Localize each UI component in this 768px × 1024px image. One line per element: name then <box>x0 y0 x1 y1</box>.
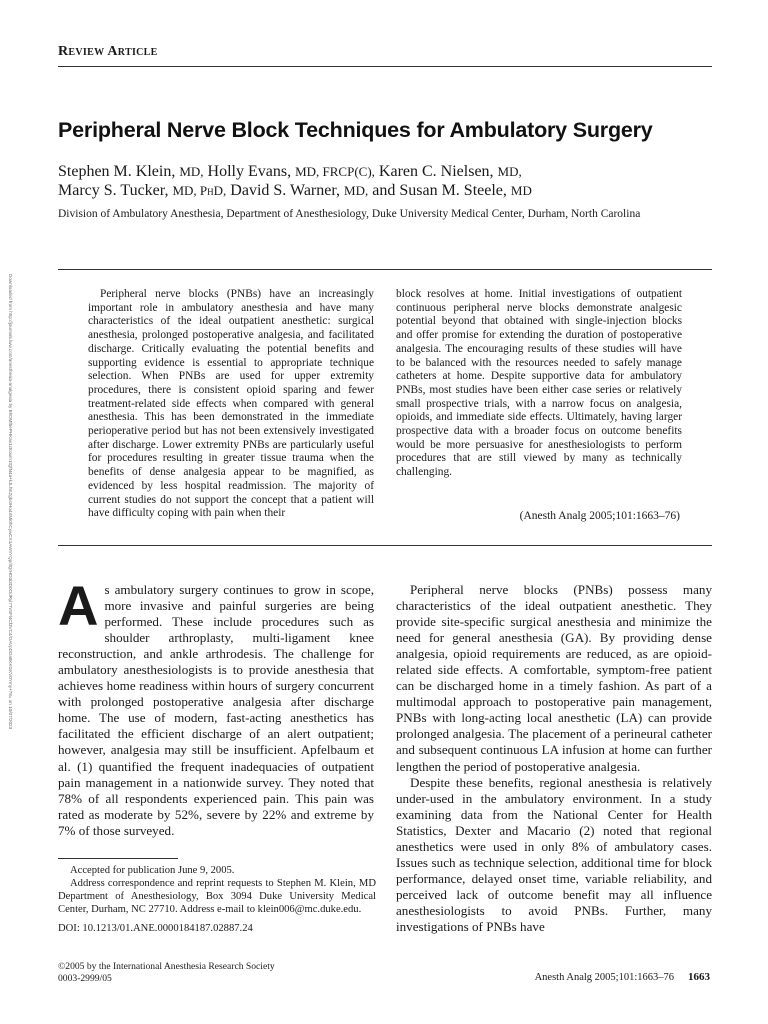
abstract-bottom-divider <box>58 545 712 546</box>
body-column-left <box>58 574 374 839</box>
author-degree: MD, FRCP(C), <box>295 164 375 179</box>
page-number: 1663 <box>688 971 710 983</box>
footnote-accepted: Accepted for publication June 9, 2005. <box>70 865 235 876</box>
author-degree: MD, <box>179 164 204 179</box>
article-type-label: Review Article <box>58 44 158 59</box>
issn-text: 0003-2999/05 <box>58 972 112 984</box>
download-watermark-text: Downloaded from http://journals.lww.com/anesthesia-analgesia by BhDMf5ePHKav1zEoum1tQfN4a+kJLhEZgbsIHo4XMi0hCywCX1AWnYQp/IlQrHD3i3D0OdRyi7TvSFl4Cf3VC4/OAVpDDa8KKGKV0Ymy+78= on 10/07/2023 <box>8 274 13 730</box>
abstract-right-column: block resolves at home. Initial investigations of outpatient continuous peripheral nerve blocks demonstrate analgesic potential beyond that obtained with single-injection blocks and offer promise for extending the duration of postoperative analgesia. The encouraging results of these studies will have to be balanced with the resources needed to safely manage catheters at home. Despite supportive data for ambulatory PNBs, most studies have been either case series or relatively small prospective trials, with a narrow focus on analgesia, opioids, and immediate side effects. Ultimately, having larger prospective data with a broader focus on outcome benefits would be more persuasive for anesthesiologists to perform procedures that are still viewed by many as technically challenging. <box>396 288 682 479</box>
drop-cap: A <box>58 574 99 637</box>
body-paragraph: Peripheral nerve blocks (PNBs) possess many characteristics of the ideal outpatient anesthetic. They provide site-specific surgical anesthesia and minimize the need for general anesthesia (GA). By providing dense analgesia, opioid requirements are reduced, as are opioid-related side effects. A comfortable, symptom-free patient can be discharged home in a timely fashion. As part of a multimodal approach to postoperative pain management, PNBs with long-acting local anesthetic (LA) can provide prolonged analgesia. The placement of a perineural catheter and subsequent continuous LA infusion at home can further lengthen the period of postoperative analgesia. <box>396 582 712 774</box>
body-column-right <box>396 582 712 935</box>
header-divider <box>58 66 712 67</box>
author-list <box>58 162 718 200</box>
download-watermark <box>6 274 22 754</box>
author-degree: MD, <box>497 164 522 179</box>
author-name: Marcy S. Tucker, <box>58 182 169 199</box>
footnote-divider <box>58 858 178 859</box>
running-footer <box>535 971 710 983</box>
abstract-left-column: Peripheral nerve blocks (PNBs) have an increasingly important role in ambulatory anesthesia and have many characteristics of the ideal outpatient anesthetic: surgical anesthesia, prolonged postoperative analgesia, and facilitated discharge. Critically evaluating the potential benefits and supporting evidence is essential to appropriate technique selection. When PNBs are used for upper extremity procedures, there is consistent opioid sparing and fewer treatment-related side effects when compared with general anesthesia. This has been demonstrated in the immediate perioperative period but has not been extensively investigated after discharge. Lower extremity PNBs are particularly useful for procedures resulting in greater tissue trauma when the benefits of dense analgesia appear to be magnified, as evidenced by less hospital readmission. The majority of current studies do not support the concept that a patient will have difficulty coping with pain when their <box>88 288 374 520</box>
author-degree: MD, PhD, <box>172 183 227 198</box>
footnote <box>58 864 376 935</box>
body-paragraph: Despite these benefits, regional anesthesia is relatively under-used in the ambulatory environment. In a study examining data from the National Center for Health Statistics, Dexter and Macario (2) noted that regional anesthetics were used in only 8% of ambulatory cases. Issues such as technique selection, additional time for block performance, delayed onset time, variable reliability, and perceived lack of outcome benefit may all influence anesthesiologists to avoid PNBs. Further, many investigations of PNBs have <box>396 774 712 934</box>
author-name: David S. Warner, <box>230 182 341 199</box>
copyright-text: ©2005 by the International Anesthesia Research Society <box>58 961 275 972</box>
abstract-citation: (Anesth Analg 2005;101:1663–76) <box>519 510 680 522</box>
author-affiliation: Division of Ambulatory Anesthesia, Department of Anesthesiology, Duke University Medical Center, Durham, North Carolina <box>58 208 641 220</box>
footnote-address: Address correspondence and reprint requests to Stephen M. Klein, MD Department of Anesthesiology, Box 3094 Duke University Medical Center, Durham, NC 27710. Address e-mail to klein006@mc.duke.edu. <box>58 878 376 915</box>
author-name: Holly Evans, <box>207 163 292 180</box>
copyright-block <box>58 961 275 984</box>
article-title: Peripheral Nerve Block Techniques for Ambulatory Surgery <box>58 118 653 142</box>
author-name: Stephen M. Klein, <box>58 163 176 180</box>
body-paragraph: s ambulatory surgery continues to grow in scope, more invasive and painful surgeries are being performed. These include procedures such as shoulder arthroplasty, multi-ligament knee reconstruction, and ankle arthrodesis. The challenge for ambulatory anesthesiologists is to provide anesthesia that achieves home readiness within hours of surgery concurrent with prolonged postoperative analgesia after discharge home. The use of modern, fast-acting anesthetics has facilitated the efficient discharge of an alert outpatient; however, analgesia may still be insufficient. Apfelbaum et al. (1) quantified the frequent inadequacies of outpatient pain management in a nationwide survey. They noted that 78% of all respondents experienced pain. This pain was rated as moderate by 52%, severe by 22% and extreme by 7% of those surveyed. <box>58 582 374 838</box>
footnote-doi: DOI: 10.1213/01.ANE.0000184187.02887.24 <box>58 923 253 934</box>
author-name: Karen C. Nielsen, <box>378 163 494 180</box>
abstract-top-divider <box>58 269 712 270</box>
author-degree: MD, <box>344 183 369 198</box>
author-name: and Susan M. Steele, <box>372 182 507 199</box>
journal-citation: Anesth Analg 2005;101:1663–76 <box>534 972 674 983</box>
author-degree: MD <box>510 183 532 198</box>
